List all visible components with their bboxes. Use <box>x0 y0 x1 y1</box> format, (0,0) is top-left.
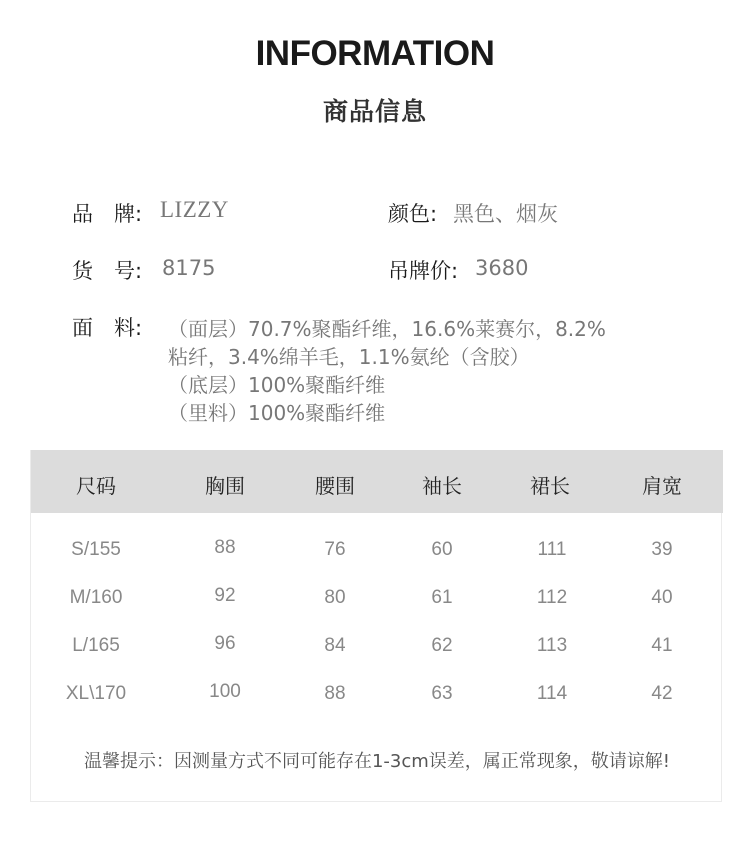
cell-shoulder: 42 <box>651 683 673 704</box>
page-title: INFORMATION <box>255 34 495 73</box>
fabric-line: （里料）100%聚酯纤维 <box>168 401 386 425</box>
cell-skirt: 112 <box>536 587 568 608</box>
brand-value: LIZZY <box>160 197 229 222</box>
cell-size: M/160 <box>69 587 123 608</box>
cell-size: L/165 <box>72 635 120 656</box>
cell-chest: 92 <box>214 585 236 606</box>
tag-price-value: 3680 <box>475 256 529 280</box>
cell-skirt: 111 <box>537 539 567 560</box>
cell-waist: 88 <box>324 683 346 704</box>
header-chest: 胸围 <box>205 474 245 498</box>
header-sleeve-length: 袖长 <box>422 474 462 498</box>
cell-sleeve: 60 <box>431 539 453 560</box>
cell-waist: 84 <box>324 635 346 656</box>
color-label: 颜色: <box>388 202 438 226</box>
cell-skirt: 114 <box>536 683 568 704</box>
header-skirt-length: 裙长 <box>530 474 570 498</box>
cell-waist: 76 <box>324 539 346 560</box>
brand-label: 品 牌: <box>72 202 143 226</box>
cell-shoulder: 40 <box>651 587 673 608</box>
cell-chest: 96 <box>214 633 236 654</box>
header-waist: 腰围 <box>315 474 355 498</box>
tag-price-label: 吊牌价: <box>388 259 459 283</box>
item-number-label: 货 号: <box>72 259 143 283</box>
cell-size: XL\170 <box>65 683 127 704</box>
size-table <box>30 450 722 802</box>
cell-chest: 88 <box>214 537 236 558</box>
fabric-line: （底层）100%聚酯纤维 <box>168 373 386 397</box>
size-table-header <box>31 450 723 513</box>
measurement-note: 温馨提示：因测量方式不同可能存在1-3cm误差，属正常现象，敬请谅解! <box>83 751 671 772</box>
cell-shoulder: 41 <box>651 635 673 656</box>
cell-size: S/155 <box>71 539 121 560</box>
fabric-line: （面层）70.7%聚酯纤维，16.6%莱赛尔，8.2% <box>168 317 606 341</box>
cell-sleeve: 61 <box>431 587 453 608</box>
header-size: 尺码 <box>76 474 116 498</box>
cell-skirt: 113 <box>536 635 568 656</box>
header-shoulder-width: 肩宽 <box>642 474 682 498</box>
cell-waist: 80 <box>324 587 346 608</box>
fabric-label: 面 料: <box>72 316 143 340</box>
item-number-value: 8175 <box>162 256 216 280</box>
page-subtitle: 商品信息 <box>322 97 427 126</box>
cell-sleeve: 63 <box>431 683 453 704</box>
cell-sleeve: 62 <box>431 635 453 656</box>
color-value: 黑色、烟灰 <box>453 202 558 226</box>
cell-chest: 100 <box>209 681 241 702</box>
cell-shoulder: 39 <box>651 539 673 560</box>
fabric-line: 粘纤，3.4%绵羊毛，1.1%氨纶（含胶） <box>168 345 530 369</box>
